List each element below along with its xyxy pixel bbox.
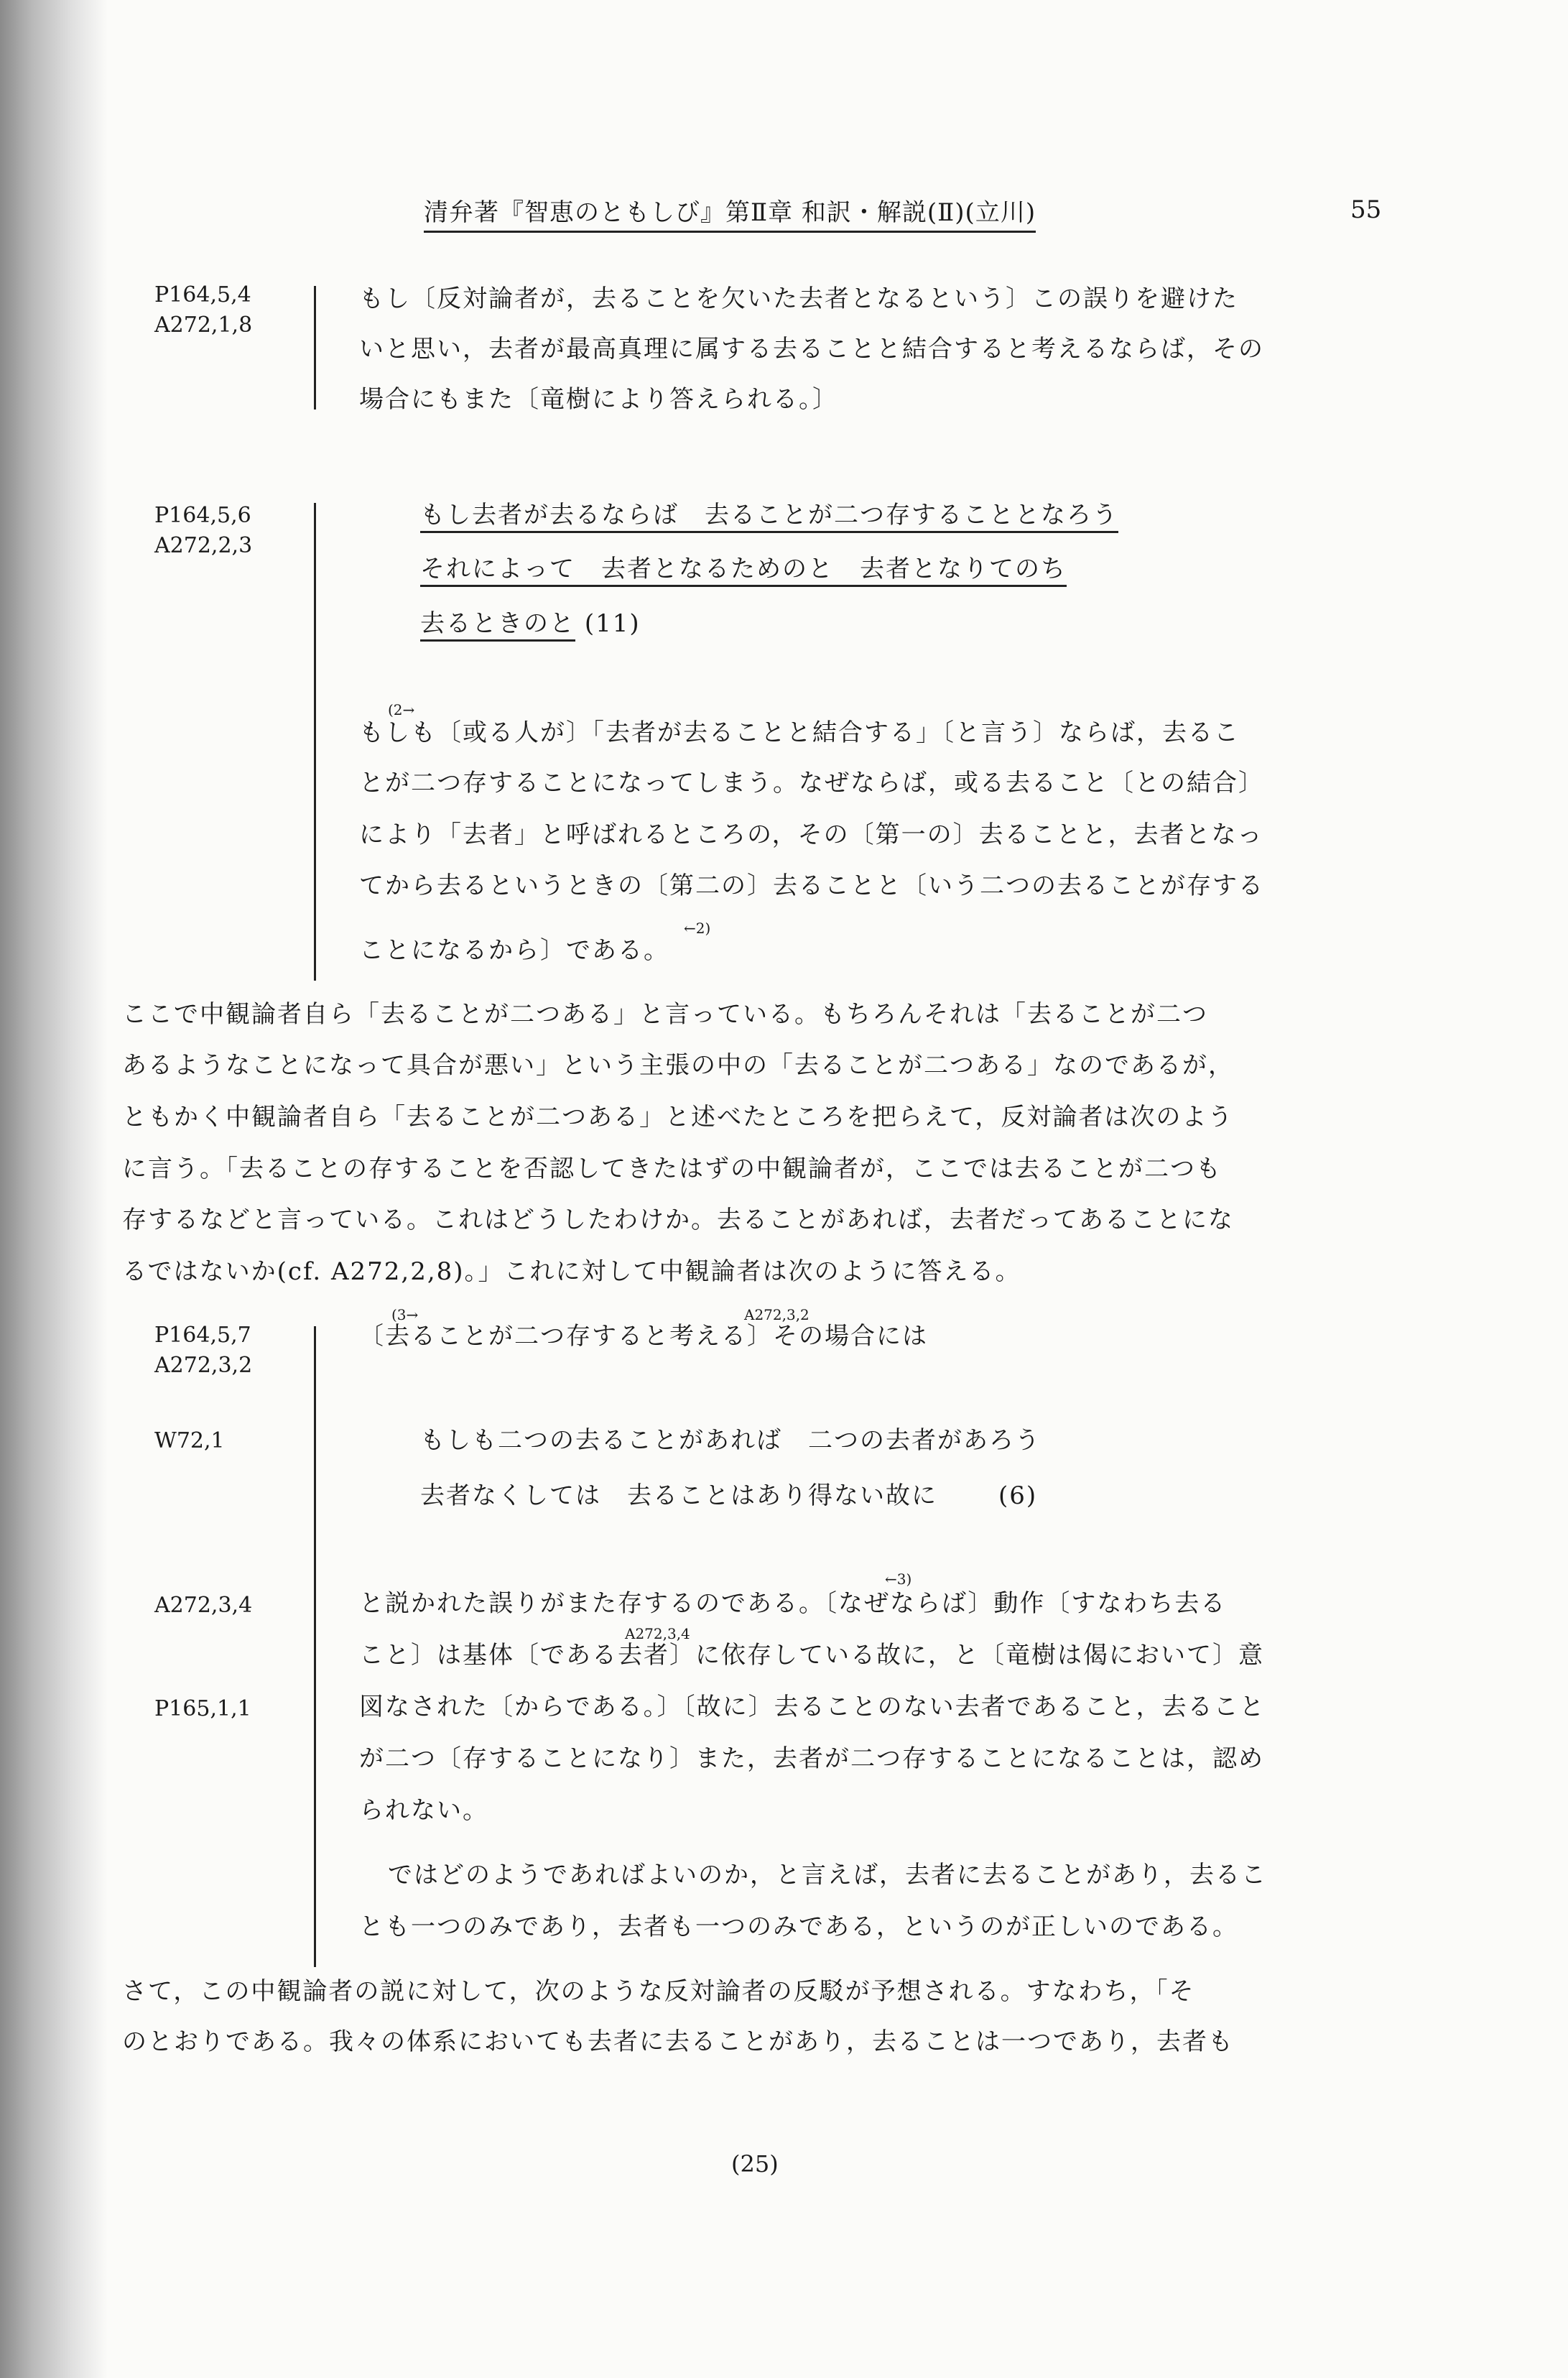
vertical-rule [314, 286, 316, 410]
para2-line: てから去るというときの〔第二の〕去ることと〔いう二つの去ることが存する [359, 871, 1264, 900]
running-header: 清弁著『智恵のともしび』第Ⅱ章 和訳・解説(Ⅱ)(立川) [424, 193, 1036, 233]
ref-p164-5-6: P164,5,6 A272,2,3 [154, 503, 253, 558]
para3-line: こと〕は基体〔である去者〕に依存している故に，と〔竜樹は偈において〕意 [359, 1641, 1264, 1670]
commentary1-line: ここで中観論者自ら「去ることが二つある」と言っている。もちろんそれは「去ることが二つ [122, 1000, 1208, 1029]
para1-line: もし〔反対論者が，去ることを欠いた去者となるという〕この誤りを避けた [359, 284, 1238, 313]
commentary1-line: ともかく中観論者自ら「去ることが二つある」と述べたところを把らえて，反対論者は次のよう [122, 1103, 1234, 1132]
verse1-line: それによって 去者となるためのと 去者となりてのち [420, 555, 1067, 587]
commentary1-line: 存するなどと言っている。これはどうしたわけか。去ることがあれば，去者だってあることにな [122, 1206, 1234, 1234]
verse-number: (6) [998, 1481, 1038, 1510]
verse1-line: もし去者が去るならば 去ることが二つ存することとなろう [420, 501, 1118, 533]
para3-line: られない。 [359, 1796, 488, 1825]
para3-line: と説かれた誤りがまた存するのである。〔なぜならば〕動作〔すなわち去る [359, 1589, 1227, 1618]
verse2-line: 去者なくしては 去ることはあり得ない故に [420, 1481, 937, 1510]
ref-w72-1: W72,1 [154, 1428, 225, 1453]
para3-line: 図なされた〔からである。〕〔故に〕去ることのない去者であること，去ること [359, 1693, 1266, 1721]
marker-2-open: (2→ [388, 701, 415, 718]
para2-line: により「去者」と呼ばれるところの，その〔第一の〕去ることと，去者となっ [359, 820, 1263, 849]
verse1-line: 去るときのと [420, 609, 575, 642]
para4-line: とも一つのみであり，去者も一つのみである，というのが正しいのである。 [359, 1912, 1238, 1941]
marker-2-close: ←2) [684, 920, 711, 937]
line-3: 〔去ることが二つ存すると考える〕その場合には [359, 1322, 928, 1351]
commentary1-line: るではないか(cf. A272,2,8)。」これに対して中観論者は次のように答える。 [122, 1257, 1021, 1286]
ref-p165-1-1: P165,1,1 [154, 1696, 251, 1721]
marker-3-close: ←3) [885, 1570, 912, 1588]
commentary1-line: あるようなことになって具合が悪い」という主張の中の「去ることが二つある」なのであるが， [122, 1051, 1234, 1080]
para1-line: 場合にもまた〔竜樹により答えられる。〕 [359, 385, 838, 414]
para2-line: もしも〔或る人が〕「去者が去ることと結合する」〔と言う〕ならば，去るこ [359, 718, 1240, 747]
scan-shadow-edge [0, 0, 108, 2378]
vertical-rule [314, 503, 316, 981]
marker-3-open: (3→ [391, 1306, 419, 1323]
verse-number: (11) [584, 609, 641, 638]
commentary2-line: さて，この中観論者の説に対して，次のような反対論者の反駁が予想される。すなわち，「そ [122, 1977, 1195, 2006]
para2-line: ことになるから〕である。 [359, 936, 669, 965]
para2-line: とが二つ存することになってしまう。なぜならば，或る去ること〔との結合〕 [359, 769, 1264, 797]
annotation-a272-3-2: A272,3,2 [744, 1306, 809, 1323]
para3-line: が二つ〔存することになり〕また，去者が二つ存することになることは，認め [359, 1744, 1264, 1773]
ref-p164-5-4: P164,5,4 A272,1,8 [154, 282, 253, 338]
vertical-rule [314, 1326, 316, 1967]
commentary2-line: のとおりである。我々の体系においても去者に去ることがあり，去ることは一つであり，去者も [122, 2027, 1234, 2056]
ref-a272-3-4: A272,3,4 [154, 1593, 253, 1618]
annotation-a272-3-4: A272,3,4 [625, 1625, 690, 1642]
footer-page-number: (25) [731, 2150, 779, 2178]
para4-line: ではどのようであればよいのか，と言えば，去者に去ることがあり，去るこ [388, 1861, 1267, 1889]
commentary1-line: に言う。「去ることの存することを否認してきたはずの中観論者が，ここでは去ることが二つも [122, 1155, 1222, 1183]
ref-p164-5-7: P164,5,7 A272,3,2 [154, 1323, 253, 1378]
verse2-line: もしも二つの去ることがあれば 二つの去者があろう [420, 1426, 1041, 1455]
para1-line: いと思い，去者が最高真理に属する去ることと結合すると考えるならば，その [359, 335, 1264, 364]
page-number: 55 [1350, 195, 1382, 224]
